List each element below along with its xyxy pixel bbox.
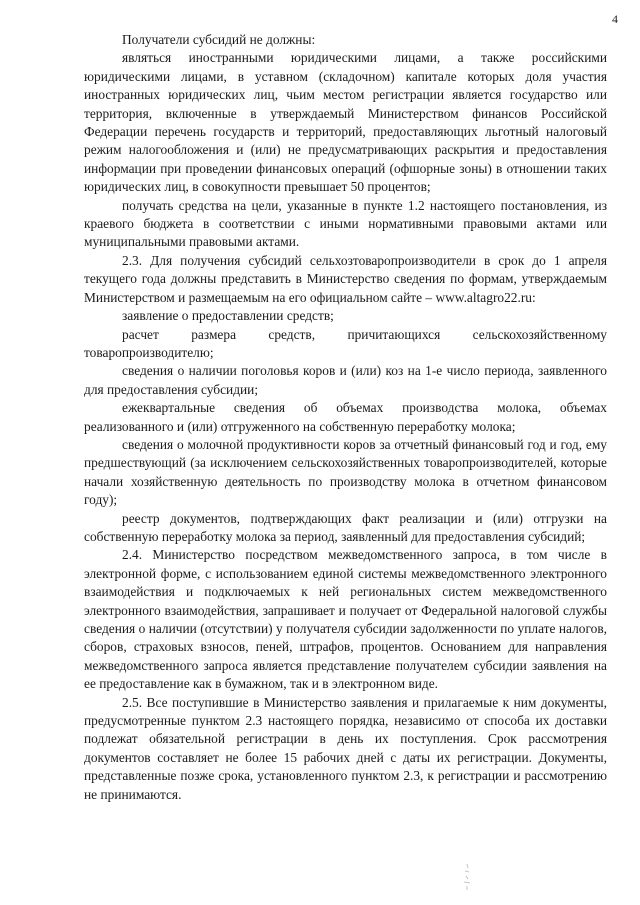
paragraph-other-funds: получать средства на цели, указанные в пункте 1.2 настоящего постановления, из краевого бюджета в соответствии с иными нормативными правовыми актами или муниципальными правовыми актами. — [84, 197, 607, 250]
paragraph-section-2-5: 2.5. Все поступившие в Министерство заявления и прилагаемые к ним документы, предусмотренные пунктом 2.3 настоящего порядка, независимо от способа их доставки подлежат обязательной регистрации в день их поступления. Срок рассмотрения документов составляет не более 15 рабочих дней с даты их регистрации. Документы, представленные позже срока, установленного пунктом 2.3, к регистрации и рассмотрению не принимаются. — [84, 694, 607, 802]
document-body — [84, 31, 607, 804]
paragraph-document-register: реестр документов, подтверждающих факт реализации и (или) отгрузки на собственную переработку молока за период, заявленный для предоставления субсидий; — [84, 510, 607, 544]
paragraph-productivity-info: сведения о молочной продуктивности коров за отчетный финансовый год и год, ему предшествующий (за исключением сельскохозяйственных товаропроизводителей, которые начали хозяйственную деятельность по производству молока в отчетном финансовом году); — [84, 436, 607, 508]
paragraph-recipients-must-not: Получатели субсидий не должны: — [122, 32, 316, 47]
page-number: 4 — [612, 12, 618, 26]
paragraph-section-2-3: 2.3. Для получения субсидий сельхозтоваропроизводители в срок до 1 апреля текущего года должны представить в Министерство сведения по формам, утверждаемым Министерством и размещаемым на его официальном сайте – www.altagro22.ru: — [84, 252, 607, 305]
scan-artifact-mark — [460, 862, 474, 892]
paragraph-livestock-info: сведения о наличии поголовья коров и (или) коз на 1-е число периода, заявленного для предоставления субсидии; — [84, 363, 607, 397]
paragraph-calculation: расчет размера средств, причитающихся сельскохозяйственному товаропроизводителю; — [84, 326, 607, 360]
paragraph-section-2-4: 2.4. Министерство посредством межведомственного запроса, в том числе в электронной форме, с использованием единой системы межведомственного электронного взаимодействия и подключаемых к ней региональных систем межведомственного электронного взаимодействия, запрашивает и получает от Федеральной налоговой службы сведения о наличии (отсутствии) у получателя субсидии задолженности по уплате налогов, сборов, страховых взносов, пеней, штрафов, процентов. Основанием для направления межведомственного запроса является представление получателем субсидии заявления на ее предоставление как в бумажном, так и в электронном виде. — [84, 547, 607, 692]
paragraph-quarterly-info: ежеквартальные сведения об объемах производства молока, объемах реализованного и (или) отгруженного на собственную переработку молока; — [84, 400, 607, 434]
paragraph-foreign-entities: являться иностранными юридическими лицами, а также российскими юридическими лицами, в уставном (складочном) капитале которых доля участия иностранных юридических лиц, чьим местом регистрации является государство или территория, включенные в утверждаемый Министерством финансов Российской Федерации перечень государств и территорий, предоставляющих льготный налоговый режим налогообложения и (или) не предусматривающих раскрытия и предоставления информации при проведении финансовых операций (офшорные зоны) в отношении таких юридических лиц, в совокупности превышает 50 процентов; — [84, 50, 607, 195]
paragraph-application: заявление о предоставлении средств; — [122, 308, 334, 324]
